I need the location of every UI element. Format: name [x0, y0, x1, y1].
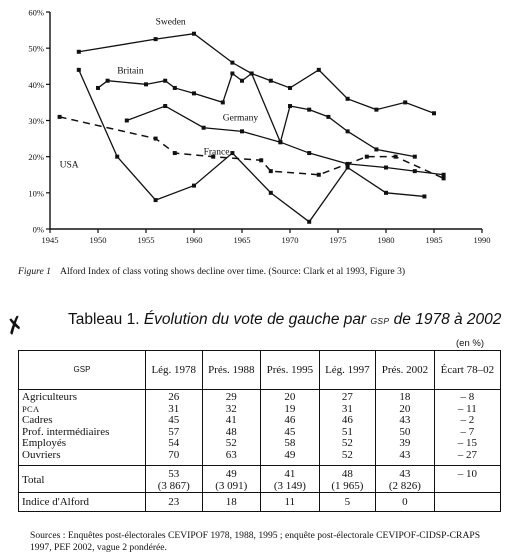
- header-pres-1995: Prés. 1995: [261, 351, 320, 390]
- table-alford-row: [19, 492, 501, 511]
- series-label-sweden: Sweden: [155, 17, 186, 28]
- data-point-sweden: [288, 86, 292, 90]
- cell: 5: [319, 492, 376, 511]
- row-label: Agriculteurs: [19, 390, 146, 404]
- data-point-france: [365, 155, 369, 159]
- x-tick-label: 1950: [89, 235, 107, 245]
- cell: 57: [146, 427, 203, 439]
- data-point-sweden: [346, 97, 350, 101]
- cell: 58: [261, 438, 320, 450]
- data-point-france: [442, 176, 446, 180]
- data-point-france: [58, 115, 62, 119]
- cell: 63: [202, 450, 261, 465]
- data-point-sweden: [432, 111, 436, 115]
- data-point-usa: [422, 194, 426, 198]
- cell: 19: [261, 404, 320, 416]
- data-point-britain: [144, 82, 148, 86]
- cell: 46: [319, 415, 376, 427]
- table-title-text: Évolution du vote de gauche par: [143, 311, 367, 328]
- total-count: (3 091): [215, 479, 248, 492]
- data-point-britain: [250, 71, 254, 75]
- data-point-france: [173, 151, 177, 155]
- row-label: Prof. intermédiaires: [19, 427, 146, 439]
- row-label: Cadres: [19, 415, 146, 427]
- data-point-usa: [77, 68, 81, 72]
- data-point-germany: [163, 104, 167, 108]
- data-point-usa: [307, 220, 311, 224]
- cell: 50: [376, 427, 435, 439]
- cell: 31: [319, 404, 376, 416]
- data-point-germany: [307, 151, 311, 155]
- x-tick-label: 1975: [329, 235, 347, 245]
- data-point-britain: [106, 79, 110, 83]
- cell: 31: [146, 404, 203, 416]
- table-title-prefix: Tableau 1.: [68, 311, 140, 328]
- cell: – 2: [434, 415, 500, 427]
- data-point-sweden: [192, 32, 196, 36]
- data-point-usa: [154, 198, 158, 202]
- cell: 29: [202, 390, 261, 404]
- data-point-france: [259, 158, 263, 162]
- table-row: [19, 404, 501, 416]
- row-label: Indice d'Alford: [19, 492, 146, 511]
- cell: [376, 465, 435, 492]
- cell: 52: [319, 438, 376, 450]
- data-point-britain: [96, 86, 100, 90]
- series-label-france: France: [203, 147, 230, 158]
- data-point-germany: [442, 173, 446, 177]
- x-tick-label: 1955: [137, 235, 155, 245]
- y-tick-label: 50%: [28, 43, 44, 54]
- cell: [261, 465, 320, 492]
- y-tick-label: 40%: [28, 79, 44, 90]
- table-row: [19, 438, 501, 450]
- data-point-sweden: [230, 61, 234, 65]
- x-tick-label: 1945: [41, 235, 59, 245]
- table-row: [19, 450, 501, 465]
- table-total-row: [19, 465, 501, 492]
- x-tick-label: 1990: [473, 235, 491, 245]
- cell: 43: [376, 450, 435, 465]
- data-point-britain: [230, 71, 234, 75]
- cell: 0: [376, 492, 435, 511]
- data-point-usa: [192, 184, 196, 188]
- cell: – 27: [434, 450, 500, 465]
- data-point-britain: [240, 79, 244, 83]
- table-row: [19, 427, 501, 439]
- data-point-britain: [326, 115, 330, 119]
- data-point-sweden: [403, 100, 407, 104]
- cell: 11: [261, 492, 320, 511]
- total-value: 41: [284, 467, 296, 480]
- cell: 20: [376, 404, 435, 416]
- figure-caption: [18, 266, 498, 278]
- table-sources: Sources : Enquêtes post-électorales CEVIPOF 1978, 1988, 1995 ; enquête post-électorale CEVIPOF-CIDSP-CRAPS 1997, PEF 2002, vague 2 pondérée.: [30, 530, 481, 553]
- data-point-sweden: [374, 108, 378, 112]
- row-label: Ouvriers: [19, 450, 146, 465]
- cell: 45: [146, 415, 203, 427]
- cell: 70: [146, 450, 203, 465]
- table-unit: (en %): [456, 338, 484, 349]
- table-title-gsp: GSP: [370, 316, 390, 326]
- cell: 18: [202, 492, 261, 511]
- table-row: [19, 390, 501, 404]
- header-gsp: GSP: [19, 351, 146, 390]
- total-value: 48: [341, 467, 353, 480]
- data-point-britain: [374, 147, 378, 151]
- data-point-france: [154, 137, 158, 141]
- cell: 46: [261, 415, 320, 427]
- cell: 51: [319, 427, 376, 439]
- data-point-sweden: [269, 79, 273, 83]
- data-point-britain: [413, 155, 417, 159]
- cell: 52: [319, 450, 376, 465]
- series-label-germany: Germany: [222, 113, 259, 124]
- header-leg-1978: Lég. 1978: [146, 351, 203, 390]
- data-point-germany: [240, 129, 244, 133]
- data-point-usa: [346, 166, 350, 170]
- data-point-france: [394, 155, 398, 159]
- data-point-usa: [115, 155, 119, 159]
- cell: 26: [146, 390, 203, 404]
- y-tick-label: 10%: [28, 188, 44, 199]
- y-tick-label: 60%: [28, 7, 44, 18]
- cell: 39: [376, 438, 435, 450]
- x-tick-label: 1970: [281, 235, 299, 245]
- data-point-britain: [163, 79, 167, 83]
- cell: 27: [319, 390, 376, 404]
- cell: [434, 492, 500, 511]
- cell: [319, 465, 376, 492]
- header-pres-2002: Prés. 2002: [376, 351, 435, 390]
- cell: 23: [146, 492, 203, 511]
- data-point-britain: [307, 108, 311, 112]
- y-tick-label: 0%: [32, 224, 44, 235]
- total-count: (1 965): [331, 479, 364, 492]
- alford-index-chart: [0, 0, 514, 262]
- data-point-britain: [192, 91, 196, 95]
- cell: [202, 465, 261, 492]
- cell: 48: [202, 427, 261, 439]
- cell: 43: [376, 415, 435, 427]
- header-ecart: Écart 78–02: [434, 351, 500, 390]
- data-point-britain: [346, 129, 350, 133]
- handwritten-cross-mark: ✗: [2, 311, 28, 342]
- x-tick-label: 1960: [185, 235, 203, 245]
- row-label: Total: [19, 465, 146, 492]
- data-point-germany: [413, 169, 417, 173]
- figure-caption-text: Alford Index of class voting shows decline over time. (Source: Clark et al 1993, Figure 3): [60, 266, 406, 277]
- x-tick-label: 1985: [425, 235, 443, 245]
- header-pres-1988: Prés. 1988: [202, 351, 261, 390]
- table-title: [68, 311, 502, 329]
- data-point-france: [317, 173, 321, 177]
- data-point-germany: [278, 140, 282, 144]
- data-point-germany: [125, 119, 129, 123]
- table-title-suffix: de 1978 à 2002: [393, 311, 502, 328]
- data-point-sweden: [154, 37, 158, 41]
- data-point-britain: [288, 104, 292, 108]
- data-point-germany: [384, 166, 388, 170]
- data-point-usa: [269, 191, 273, 195]
- data-point-sweden: [77, 50, 81, 54]
- data-point-usa: [230, 151, 234, 155]
- data-point-sweden: [317, 68, 321, 72]
- series-line-germany: [127, 106, 444, 175]
- cell: 45: [261, 427, 320, 439]
- cell: – 7: [434, 427, 500, 439]
- y-tick-label: 20%: [28, 152, 44, 163]
- x-tick-label: 1965: [233, 235, 251, 245]
- series-label-britain: Britain: [117, 66, 144, 77]
- vote-table: [18, 350, 501, 512]
- row-label: PCA: [19, 404, 146, 416]
- cell: 20: [261, 390, 320, 404]
- row-label: Employés: [19, 438, 146, 450]
- data-point-usa: [384, 191, 388, 195]
- y-tick-label: 30%: [28, 116, 44, 126]
- total-value: 53: [168, 467, 180, 480]
- total-value: 49: [225, 467, 237, 480]
- cell: – 10: [434, 465, 500, 492]
- cell: – 15: [434, 438, 500, 450]
- data-point-france: [269, 169, 273, 173]
- data-point-germany: [202, 126, 206, 130]
- figure-label: Figure 1: [18, 266, 51, 277]
- cell: – 11: [434, 404, 500, 416]
- header-leg-1997: Lég. 1997: [319, 351, 376, 390]
- total-value: 43: [399, 467, 411, 480]
- cell: 54: [146, 438, 203, 450]
- data-point-britain: [221, 100, 225, 104]
- total-count: (2 826): [388, 479, 421, 492]
- cell: – 8: [434, 390, 500, 404]
- cell: 41: [202, 415, 261, 427]
- cell: 52: [202, 438, 261, 450]
- x-tick-label: 1980: [377, 235, 395, 245]
- total-count: (3 149): [273, 479, 306, 492]
- cell: 18: [376, 390, 435, 404]
- cell: 49: [261, 450, 320, 465]
- total-count: (3 867): [157, 479, 190, 492]
- cell: [146, 465, 203, 492]
- cell: 32: [202, 404, 261, 416]
- series-line-usa: [79, 70, 425, 222]
- data-point-britain: [173, 86, 177, 90]
- series-label-usa: USA: [59, 160, 79, 171]
